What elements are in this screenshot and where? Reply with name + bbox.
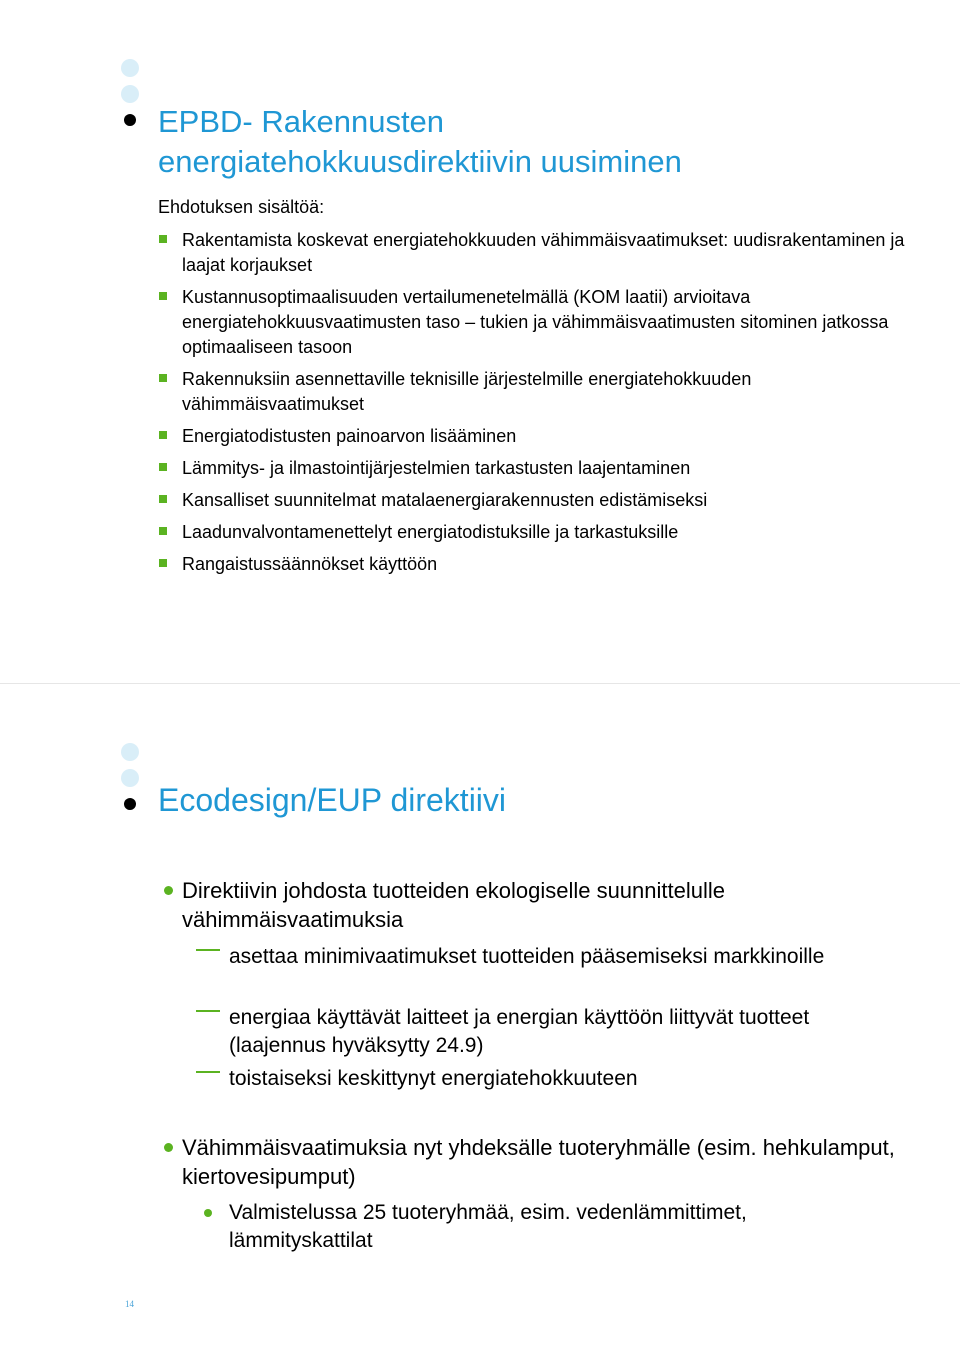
- title-bullet-icon: [124, 114, 136, 126]
- main-point: [158, 876, 898, 934]
- square-bullet-icon: [159, 431, 167, 439]
- square-bullet-icon: [159, 374, 167, 382]
- list-item: Vähimmäisvaatimuksia nyt yhdeksälle tuoteryhmälle (esim. hehkulamput, kiertovesipumput): [158, 1133, 898, 1191]
- sub-point: energiaa käyttävät laitteet ja energian käyttöön liittyvät tuotteet (laajennus hyväksytty 24.9): [196, 1004, 876, 1060]
- decorative-dot-icon: [121, 769, 139, 787]
- main-point: [158, 1133, 898, 1191]
- round-bullet-icon: [164, 1143, 173, 1152]
- sub-point: Valmistelussa 25 tuoteryhmää, esim. vedenlämmittimet, lämmityskattilat: [196, 1199, 876, 1255]
- list-item: Energiatodistusten painoarvon lisääminen: [158, 424, 918, 449]
- square-bullet-icon: [159, 527, 167, 535]
- decorative-dot-icon: [121, 85, 139, 103]
- intro-text: Ehdotuksen sisältöä:: [158, 197, 325, 217]
- slide-ecodesign: [0, 684, 960, 1367]
- list-item: Rakentamista koskevat energiatehokkuuden vähimmäisvaatimukset: uudisrakentaminen ja laajat korjaukset: [158, 228, 918, 278]
- sub-point: asettaa minimivaatimukset tuotteiden pääsemiseksi markkinoille: [196, 943, 876, 971]
- content-list: [158, 228, 918, 584]
- slide-title: Ecodesign/EUP direktiivi: [158, 782, 507, 818]
- square-bullet-icon: [159, 292, 167, 300]
- list-item: Lämmitys- ja ilmastointijärjestelmien tarkastusten laajentaminen: [158, 456, 918, 481]
- list-item: Kansalliset suunnitelmat matalaenergiarakennusten edistämiseksi: [158, 488, 918, 513]
- slide-epbd: [0, 0, 960, 683]
- square-bullet-icon: [159, 463, 167, 471]
- square-bullet-icon: [159, 235, 167, 243]
- list-item: Rangaistussäännökset käyttöön: [158, 552, 918, 577]
- round-bullet-icon: [204, 1209, 212, 1217]
- list-item: Rakennuksiin asennettaville teknisille järjestelmille energiatehokkuuden vähimmäisvaatimukset: [158, 367, 918, 417]
- list-item: Kustannusoptimaalisuuden vertailumenetelmällä (KOM laatii) arvioitava energiatehokkuusvaatimusten taso – tukien ja vähimmäisvaatimusten sitominen jatkossa optimaaliseen tasoon: [158, 285, 918, 360]
- slide-title: EPBD- Rakennusten energiatehokkuusdirektiivin uusiminen: [158, 104, 682, 179]
- square-bullet-icon: [159, 559, 167, 567]
- page-number: 14: [125, 1299, 134, 1309]
- dash-bullet-icon: [196, 949, 220, 951]
- decorative-dot-icon: [121, 743, 139, 761]
- list-item: Direktiivin johdosta tuotteiden ekologiselle suunnittelulle vähimmäisvaatimuksia: [158, 876, 898, 934]
- dash-bullet-icon: [196, 1071, 220, 1073]
- sub-point: toistaiseksi keskittynyt energiatehokkuuteen: [196, 1065, 876, 1093]
- decorative-dot-icon: [121, 59, 139, 77]
- title-bullet-icon: [124, 798, 136, 810]
- round-bullet-icon: [164, 886, 173, 895]
- square-bullet-icon: [159, 495, 167, 503]
- list-item: Laadunvalvontamenettelyt energiatodistuksille ja tarkastuksille: [158, 520, 918, 545]
- dash-bullet-icon: [196, 1010, 220, 1012]
